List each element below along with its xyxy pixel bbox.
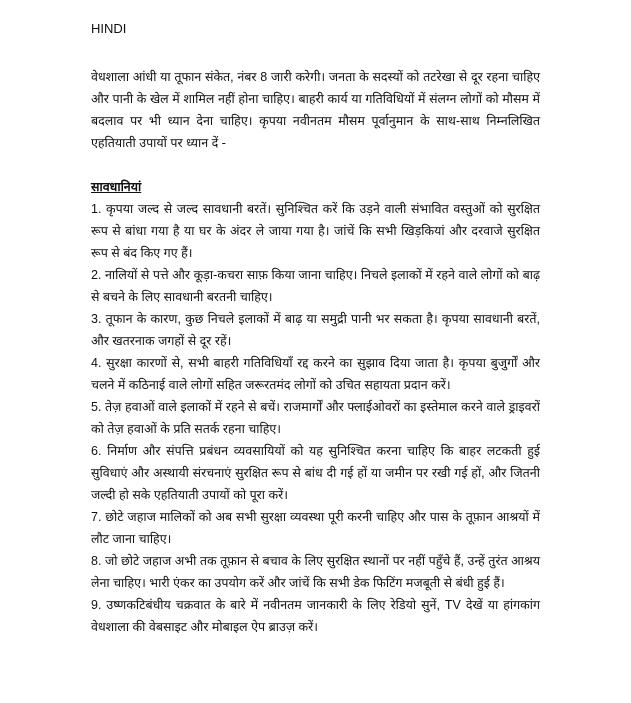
language-label: HINDI [91,21,127,36]
precaution-item-8: 8. जो छोटे जहाज अभी तक तूफ़ान से बचाव के लिए सुरक्षित स्थानों पर नहीं पहुँचे हैं, उन्हें तुरंत आश्रय लेना चाहिए। भारी एंकर का उपयोग करें और जांचें कि सभी डेक फिटिंग मजबूती से बंधी हुई हैं। [91,554,540,590]
precautions-heading: सावधानियां [91,180,142,194]
precaution-item-2: 2. नालियों से पत्ते और कूड़ा-कचरा साफ़ किया जाना चाहिए। निचले इलाकों में रहने वाले लोगों को बाढ़ से बचने के लिए सावधानी बरतनी चाहिए। [91,268,540,304]
precaution-item-4: 4. सुरक्षा कारणों से, सभी बाहरी गतिविधियाँ रद्द करने का सुझाव दिया जाता है। कृपया बुजुर्गों और चलने में कठिनाई वाले लोगों सहित जरूरतमंद लोगों को उचित सहायता प्रदान करें। [91,356,540,392]
precaution-item-5: 5. तेज़ हवाओं वाले इलाकों में रहने से बचें। राजमार्गों और फ्लाईओवरों का इस्तेमाल करने वाले ड्राइवरों को तेज़ हवाओं के प्रति सतर्क रहना चाहिए। [91,400,540,436]
precaution-item-3: 3. तूफान के कारण, कुछ निचले इलाकों में बाढ़ या समुद्री पानी भर सकता है। कृपया सावधानी बरतें, और खतरनाक जगहों से दूर रहें। [91,312,540,348]
intro-paragraph: वेधशाला आंधी या तूफान संकेत, नंबर 8 जारी करेगी। जनता के सदस्यों को तटरेखा से दूर रहना चाहिए और पानी के खेल में शामिल नहीं होना चाहिए। बाहरी कार्य या गतिविधियों में संलग्न लोगों को मौसम में बदलाव पर भी ध्यान देना चाहिए। कृपया नवीनतम मौसम पूर्वानुमान के साथ-साथ निम्नलिखित एहतियाती उपायों पर ध्यान दें - [91,70,540,150]
document-page [91,18,540,638]
precaution-item-7: 7. छोटे जहाज मालिकों को अब सभी सुरक्षा व्यवस्था पूरी करनी चाहिए और पास के तूफ़ान आश्रयों में लौट जाना चाहिए। [91,510,540,546]
precaution-item-1: 1. कृपया जल्द से जल्द सावधानी बरतें। सुनिश्चित करें कि उड़ने वाली संभावित वस्तुओं को सुरक्षित रूप से बांधा गया है या घर के अंदर ले जाया गया है। जांचें कि सभी खिड़कियां और दरवाजे सुरक्षित रूप से बंद किए गए हैं। [91,202,540,260]
precaution-item-6: 6. निर्माण और संपत्ति प्रबंधन व्यवसायियों को यह सुनिश्चित करना चाहिए कि बाहर लटकती हुई सुविधाएं और अस्थायी संरचनाएं सुरक्षित रूप से बांध दी गई हों या जमीन पर रखी गई हों, और जितनी जल्दी हो सके एहतियाती उपायों को पूरा करें। [91,444,540,502]
precaution-item-9: 9. उष्णकटिबंधीय चक्रवात के बारे में नवीनतम जानकारी के लिए रेडियो सुनें, TV देखें या हांगकांग वेधशाला की वेबसाइट और मोबाइल ऐप ब्राउज़ करें। [91,598,540,634]
